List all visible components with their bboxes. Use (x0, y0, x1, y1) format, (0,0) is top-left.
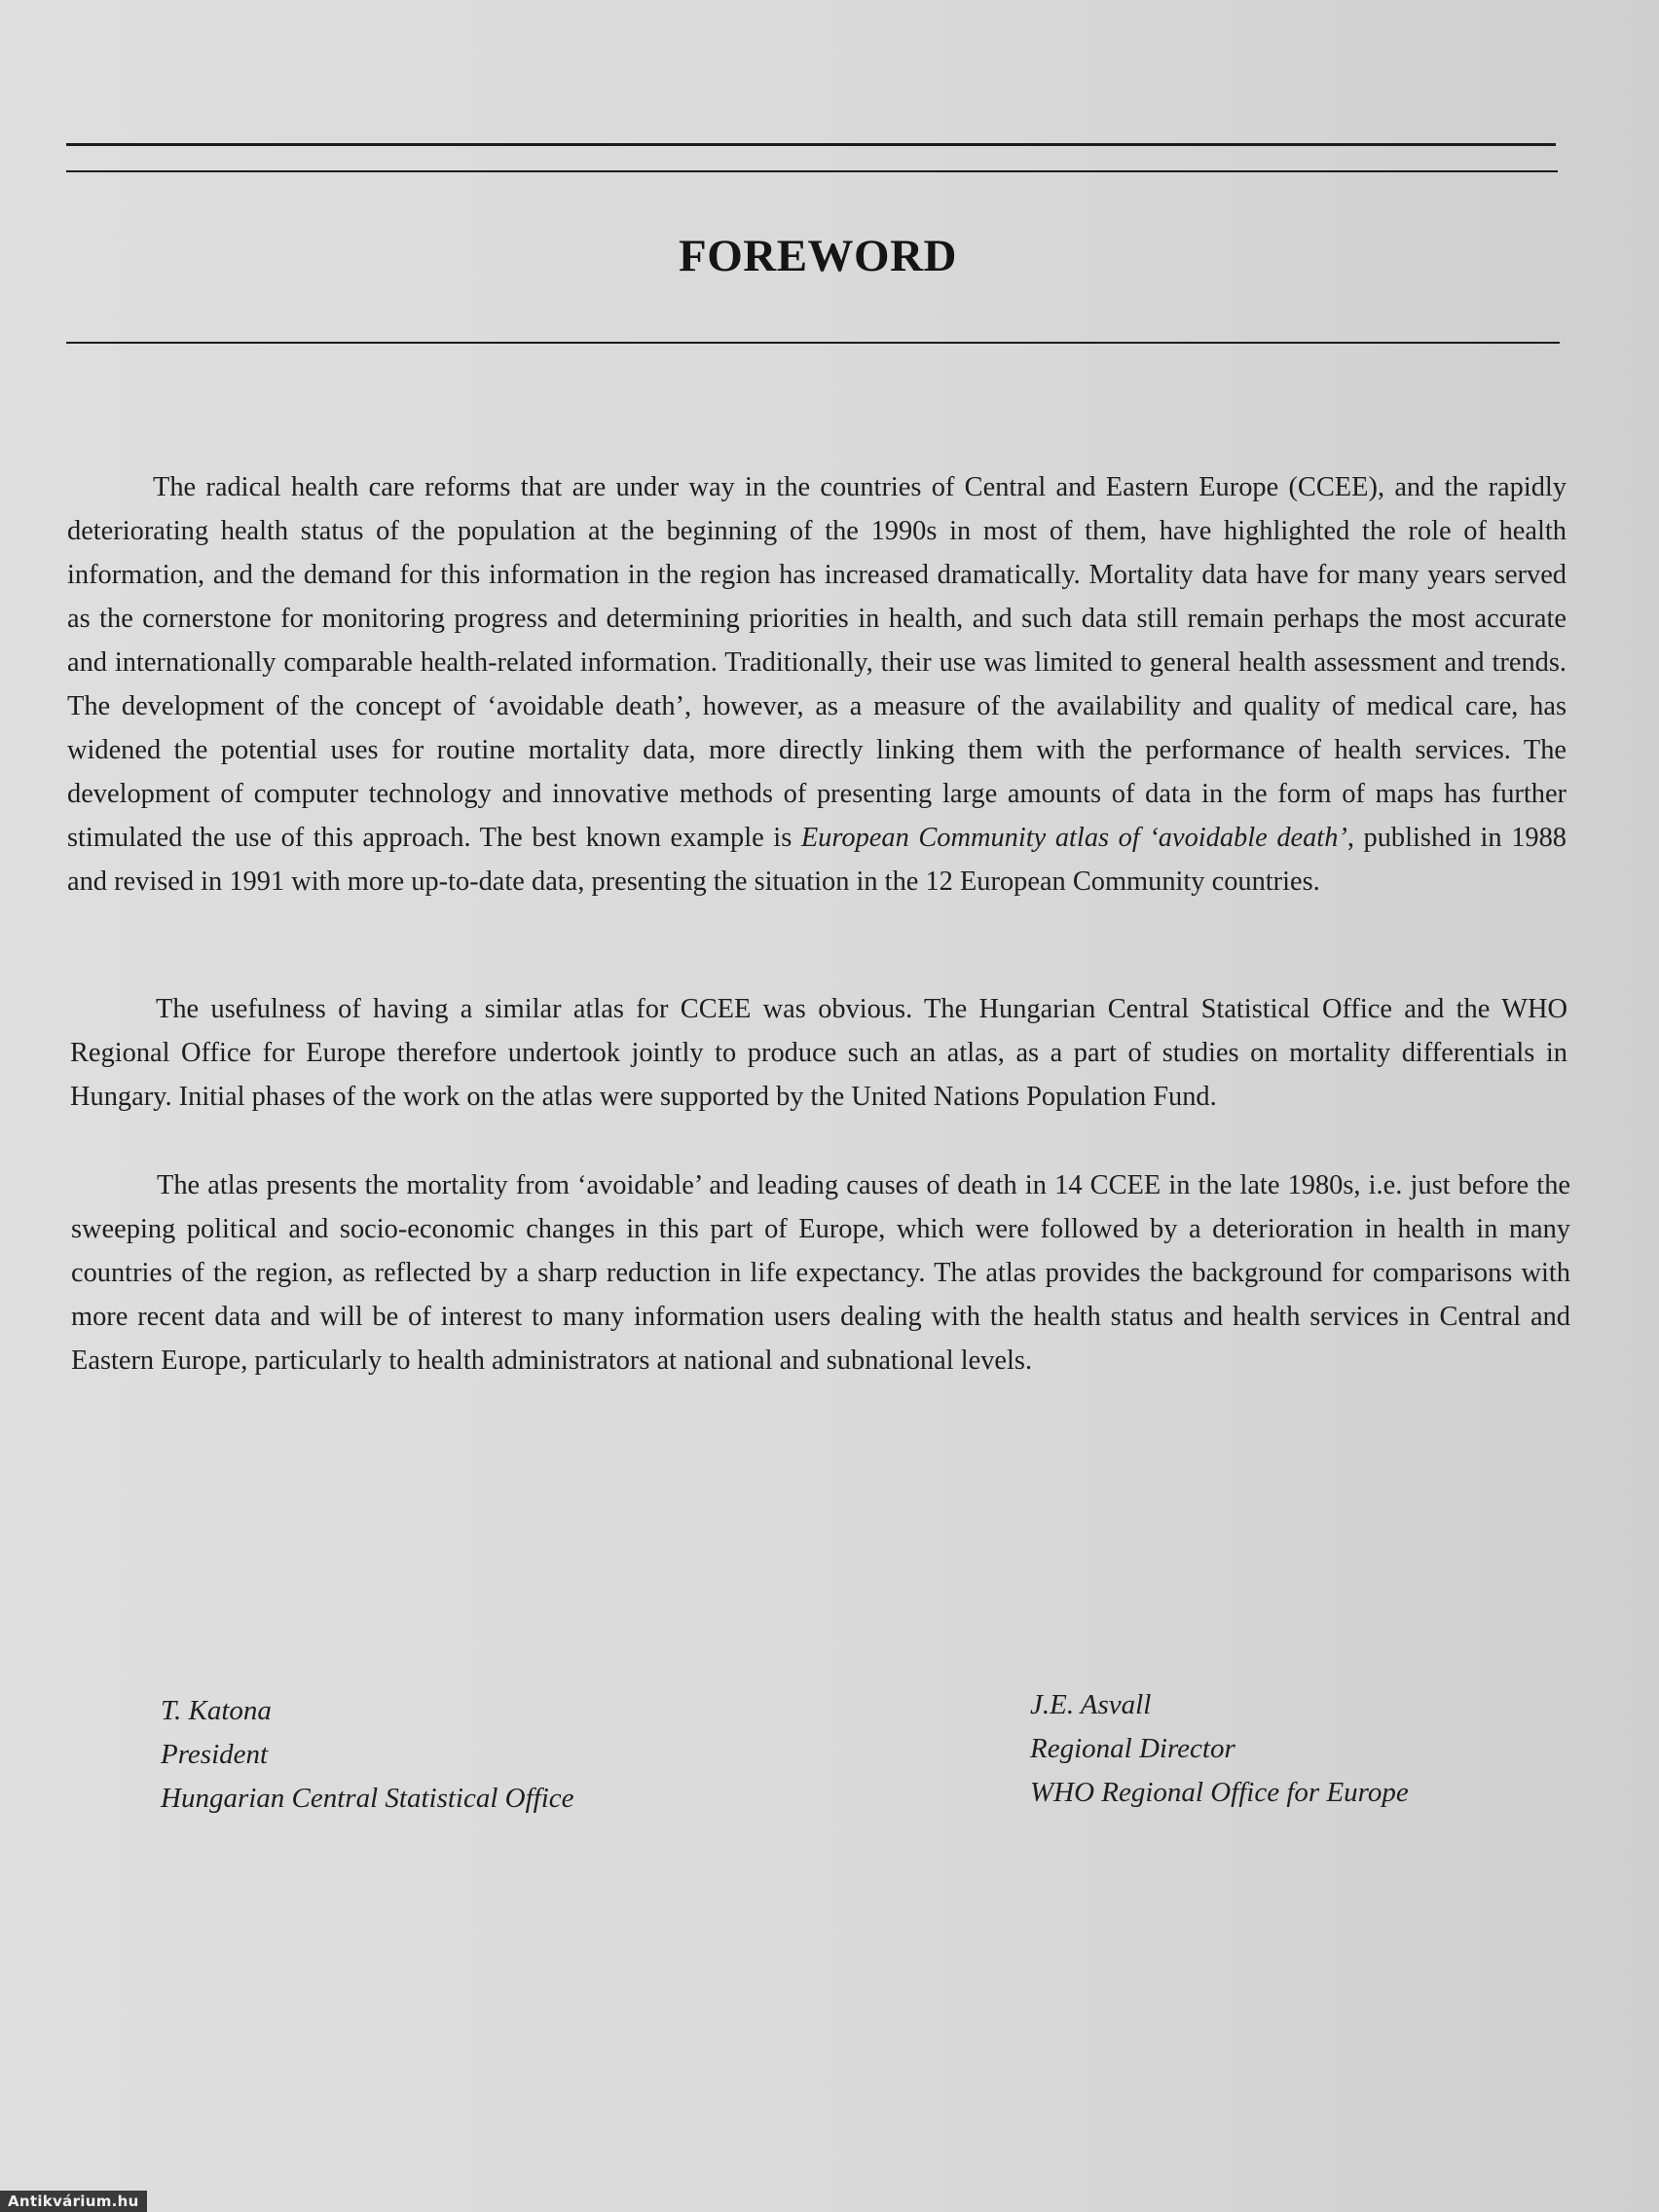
signature-block-right (1030, 1683, 1409, 1815)
signature-block-left (161, 1689, 574, 1821)
signatory-role: President (161, 1739, 269, 1770)
atlas-title-italic: European Community atlas of ‘avoidable death’ (800, 823, 1347, 853)
top-rule-thick (66, 143, 1556, 146)
foreword-paragraph-2: The usefulness of having a similar atlas for CCEE was obvious. The Hungarian Central Statistical Office and the WHO Regional Office for Europe therefore undertook jointly to produce such an atlas, as a part of studies on mortality differentials in Hungary. Initial phases of the work on the atlas were supported by the United Nations Population Fund. (70, 994, 1567, 1112)
top-rule-thin (66, 170, 1558, 172)
paragraph-1-text-a: The radical health care reforms that are under way in the countries of Central and Eastern Europe (CCEE), and the rapidly deteriorating health status of the population at the beginning of the 1990s in most of them, have highlighted the role of health information, and the demand for this information in the region has increased dramatically. Mortality data have for many years served as the cornerstone for monitoring progress and determining priorities in health, and such data still remain perhaps the most accurate and internationally comparable health-related information. Traditionally, their use was limited to general health assessment and trends. The development of the concept of ‘avoidable death’, however, as a measure of the availability and quality of medical care, has widened the potential uses for routine mortality data, more directly linking them with the performance of health services. The development of computer technology and innovative methods of presenting large amounts of data in the form of maps has further stimulated the use of this approach. The best known example is (67, 472, 1567, 853)
signatory-name: T. Katona (161, 1695, 272, 1726)
title-underline-rule (66, 342, 1560, 344)
page-title: FOREWORD (679, 231, 957, 281)
paragraph-1-text-b: , published in 1988 and revised in 1991 with more up-to-date data, presenting the situation in the 12 European Community countries. (67, 823, 1567, 897)
signatory-organization: Hungarian Central Statistical Office (161, 1783, 574, 1814)
signatory-role: Regional Director (1030, 1733, 1235, 1764)
foreword-paragraph-1 (67, 465, 1567, 903)
foreword-paragraph-3: The atlas presents the mortality from ‘avoidable’ and leading causes of death in 14 CCEE in the late 1980s, i.e. just before the sweeping political and socio-economic changes in this part of Europe, which were followed by a deterioration in health in many countries of the region, as reflected by a sharp reduction in life expectancy. The atlas provides the background for comparisons with more recent data and will be of interest to many information users dealing with the health status and health services in Central and Eastern Europe, particularly to health administrators at national and subnational levels. (71, 1170, 1570, 1376)
signatory-name: J.E. Asvall (1030, 1689, 1152, 1720)
watermark-label: Antikvárium.hu (0, 2191, 147, 2212)
signatory-organization: WHO Regional Office for Europe (1030, 1777, 1409, 1808)
